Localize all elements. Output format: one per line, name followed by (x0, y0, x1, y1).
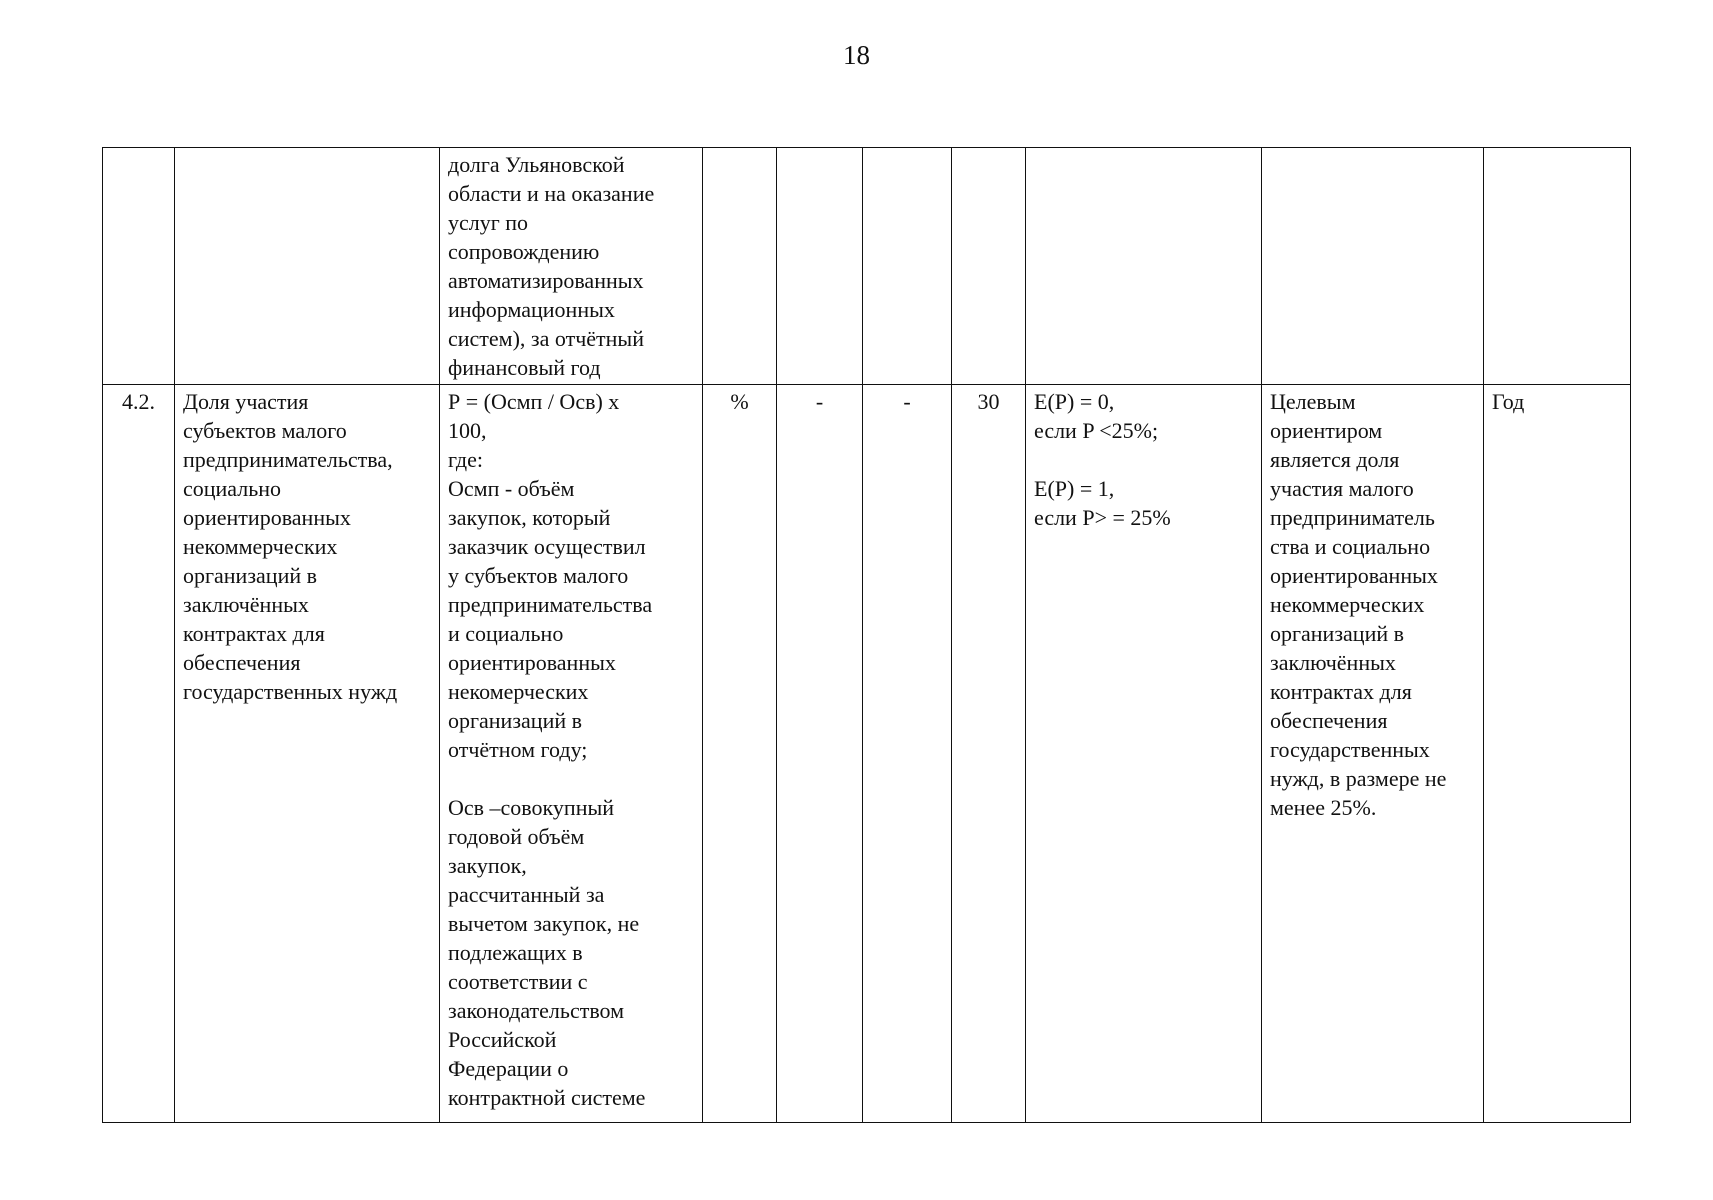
cell-indicator: Доля участия субъектов малого предпринимательства, социально ориентированных некоммерческих организаций в заключённых контрактах для обеспечения государственных нужд (175, 385, 440, 1123)
cell-value1: - (777, 385, 863, 1123)
cell-target (952, 148, 1026, 385)
cell-formula: долга Ульяновской области и на оказание услуг по сопровождению автоматизированных информационных систем), за отчётный финансовый год (440, 148, 703, 385)
cell-indicator (175, 148, 440, 385)
cell-unit (703, 148, 777, 385)
cell-note: Целевым ориентиром является доля участия малого предприниматель ства и социально ориентированных некоммерческих организаций в заключённых контрактах для обеспечения государственных нужд, в размере не менее 25%. (1262, 385, 1484, 1123)
cell-target: 30 (952, 385, 1026, 1123)
table-row-4-2 (103, 385, 1631, 1123)
page-number: 18 (843, 40, 870, 70)
cell-value2: - (863, 385, 952, 1123)
cell-value1 (777, 148, 863, 385)
cell-note (1262, 148, 1484, 385)
cell-period: Год (1484, 385, 1631, 1123)
cell-evaluation: E(P) = 0, если P <25%; E(P) = 1, если P> = 25% (1026, 385, 1262, 1123)
cell-formula: Р = (Осмп / Осв) х 100, где: Осмп - объём закупок, который заказчик осуществил у субъектов малого предпринимательства и социально ориентированных некомерческих организаций в отчётном году; Осв –совокупный годовой объём закупок, рассчитанный за вычетом закупок, не подлежащих в соответствии с законодательством Российской Федерации о контрактной системе (440, 385, 703, 1123)
cell-value2 (863, 148, 952, 385)
table-row-continuation (103, 148, 1631, 385)
cell-number (103, 148, 175, 385)
cell-evaluation (1026, 148, 1262, 385)
cell-unit: % (703, 385, 777, 1123)
indicators-table (102, 147, 1631, 1123)
cell-number: 4.2. (103, 385, 175, 1123)
cell-period (1484, 148, 1631, 385)
